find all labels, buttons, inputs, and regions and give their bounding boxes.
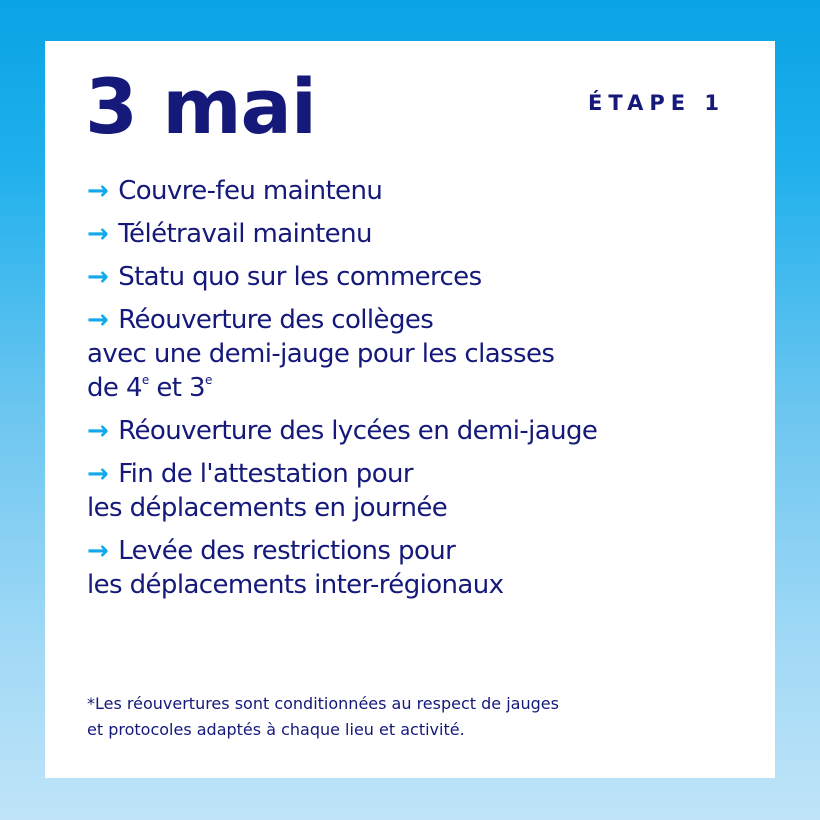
- item-text: Réouverture des lycées en demi-jauge: [118, 416, 598, 446]
- list-item: [87, 457, 745, 525]
- arrow-right-icon: →: [87, 219, 109, 249]
- measures-list: [87, 174, 745, 611]
- arrow-right-icon: →: [87, 262, 109, 292]
- arrow-right-icon: →: [87, 536, 109, 566]
- item-text-continued: avec une demi-jauge pour les classes: [87, 339, 555, 369]
- item-text-continued: de 4: [87, 373, 142, 403]
- superscript: e: [204, 373, 212, 387]
- list-item: [87, 303, 745, 405]
- list-item: [87, 534, 745, 602]
- arrow-right-icon: →: [87, 305, 109, 335]
- step-label: ÉTAPE 1: [588, 91, 725, 115]
- footnote-line: et protocoles adaptés à chaque lieu et activité.: [87, 720, 465, 739]
- item-text-continued: les déplacements en journée: [87, 493, 448, 523]
- footnote-line: *Les réouvertures sont conditionnées au respect de jauges: [87, 694, 559, 713]
- list-item: [87, 217, 745, 251]
- date-title: 3 mai: [85, 62, 316, 151]
- arrow-right-icon: →: [87, 459, 109, 489]
- item-text: Statu quo sur les commerces: [118, 262, 482, 292]
- item-text: Fin de l'attestation pour: [118, 459, 413, 489]
- item-text: Couvre-feu maintenu: [118, 176, 383, 206]
- list-item: [87, 414, 745, 448]
- content-card: [45, 41, 775, 778]
- footnote: [87, 691, 745, 743]
- arrow-right-icon: →: [87, 416, 109, 446]
- item-text: Levée des restrictions pour: [118, 536, 456, 566]
- arrow-right-icon: →: [87, 176, 109, 206]
- item-text: Télétravail maintenu: [118, 219, 372, 249]
- list-item: [87, 174, 745, 208]
- item-text-continued: et 3: [148, 373, 205, 403]
- superscript: e: [141, 373, 149, 387]
- item-text: Réouverture des collèges: [118, 305, 434, 335]
- item-text-continued: les déplacements inter-régionaux: [87, 570, 504, 600]
- list-item: [87, 260, 745, 294]
